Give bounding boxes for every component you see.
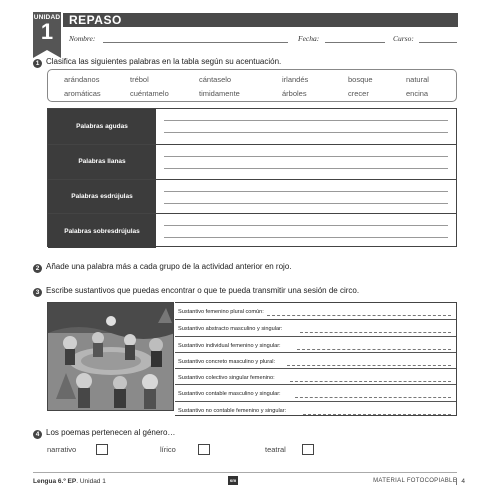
- table-row: [48, 213, 456, 248]
- word: natural: [406, 75, 429, 84]
- answer-line[interactable]: [164, 225, 448, 226]
- publisher-logo: sm: [229, 478, 237, 483]
- table-row: [175, 368, 456, 384]
- question-number: 1: [33, 59, 42, 68]
- noun-table: [175, 302, 457, 416]
- table-row: [48, 109, 456, 144]
- option-checkbox-narrativo[interactable]: [96, 444, 108, 455]
- word: cántaselo: [199, 75, 232, 84]
- circus-illustration-art: [48, 303, 174, 411]
- answer-line[interactable]: [164, 203, 448, 204]
- footer-note: MATERIAL FOTOCOPIABLE: [373, 478, 457, 484]
- word: crecer: [348, 89, 369, 98]
- answer-line[interactable]: [300, 332, 451, 333]
- answer-line[interactable]: [287, 365, 451, 366]
- word: arándanos: [64, 75, 100, 84]
- subject-name: Lengua 6.º EP: [33, 478, 77, 485]
- student-fields: [63, 30, 458, 46]
- row-header: Palabras agudas: [48, 109, 156, 144]
- row-prompt: Sustantivo no contable femenino y singular:: [178, 407, 287, 414]
- question-text: Los poemas pertenecen al género…: [46, 428, 176, 437]
- question-text: Clasifica las siguientes palabras en la tabla según su acentuación.: [46, 57, 282, 66]
- question-3: [33, 286, 359, 297]
- date-field[interactable]: [325, 42, 385, 43]
- question-2: [33, 262, 292, 273]
- option-checkbox-teatral[interactable]: [302, 444, 314, 455]
- answer-line[interactable]: [164, 156, 448, 157]
- answer-line[interactable]: [295, 397, 451, 398]
- table-row: [175, 303, 456, 319]
- question-4: [33, 428, 175, 439]
- question-text: Añade una palabra más a cada grupo de la actividad anterior en rojo.: [46, 262, 292, 271]
- answer-line[interactable]: [164, 168, 448, 169]
- row-prompt: Sustantivo abstracto masculino y singular:: [178, 326, 283, 333]
- word: árboles: [282, 89, 307, 98]
- row-prompt: Sustantivo individual femenino y singular:: [178, 342, 281, 349]
- row-prompt: Sustantivo femenino plural común:: [178, 309, 264, 315]
- answer-line[interactable]: [303, 414, 451, 415]
- name-field[interactable]: [103, 42, 288, 43]
- name-label: Nombre:: [69, 34, 96, 43]
- word: irlandés: [282, 75, 309, 84]
- question-number: 4: [33, 430, 42, 439]
- word: encina: [406, 89, 429, 98]
- answer-line[interactable]: [164, 191, 448, 192]
- word: aromáticas: [64, 89, 101, 98]
- row-header: Palabras esdrújulas: [48, 180, 156, 214]
- table-row: [175, 401, 456, 417]
- row-header: Palabras llanas: [48, 145, 156, 179]
- unit-badge: [33, 12, 61, 50]
- table-row: [48, 144, 456, 179]
- circus-illustration: [47, 302, 174, 411]
- page-number: 4: [456, 478, 465, 485]
- question-number: 2: [33, 264, 42, 273]
- unit-name: Unidad 1: [79, 478, 106, 485]
- word: cuéntamelo: [130, 89, 169, 98]
- question-number: 3: [33, 288, 42, 297]
- word: trébol: [130, 75, 149, 84]
- option-label: teatral: [265, 445, 286, 454]
- course-field[interactable]: [419, 42, 457, 43]
- option-checkbox-lirico[interactable]: [198, 444, 210, 455]
- option-label: narrativo: [47, 445, 77, 454]
- unit-label: UNIDAD: [33, 14, 61, 21]
- table-row: [175, 336, 456, 352]
- question-text: Escribe sustantivos que puedas encontrar o que te pueda transmitir una sesión de circo.: [46, 286, 360, 295]
- question-1: [33, 57, 281, 68]
- row-prompt: Sustantivo contable masculino y singular:: [178, 391, 281, 398]
- answer-line[interactable]: [164, 237, 448, 238]
- answer-line[interactable]: [267, 315, 451, 316]
- footer-divider: [33, 472, 457, 473]
- row-header: Palabras sobresdrújulas: [48, 214, 156, 248]
- answer-line[interactable]: [164, 132, 448, 133]
- answer-line[interactable]: [297, 349, 451, 350]
- table-row: [48, 179, 456, 214]
- date-label: Fecha:: [298, 34, 320, 43]
- option-label: lírico: [160, 445, 176, 454]
- word: bosque: [348, 75, 373, 84]
- word-bank: [47, 69, 457, 102]
- row-prompt: Sustantivo concreto masculino y plural:: [178, 358, 276, 365]
- page-title: REPASO: [63, 13, 458, 27]
- table-row: [175, 319, 456, 335]
- table-row: [175, 352, 456, 368]
- word: timidamente: [199, 89, 240, 98]
- unit-number: 1: [40, 19, 54, 44]
- course-label: Curso:: [393, 34, 414, 43]
- classification-table: [47, 108, 457, 247]
- footer-subject: Lengua 6.º EP. Unidad 1: [33, 478, 106, 485]
- answer-line[interactable]: [164, 120, 448, 121]
- answer-line[interactable]: [290, 381, 451, 382]
- table-row: [175, 384, 456, 400]
- row-prompt: Sustantivo colectivo singular femenino:: [178, 375, 275, 382]
